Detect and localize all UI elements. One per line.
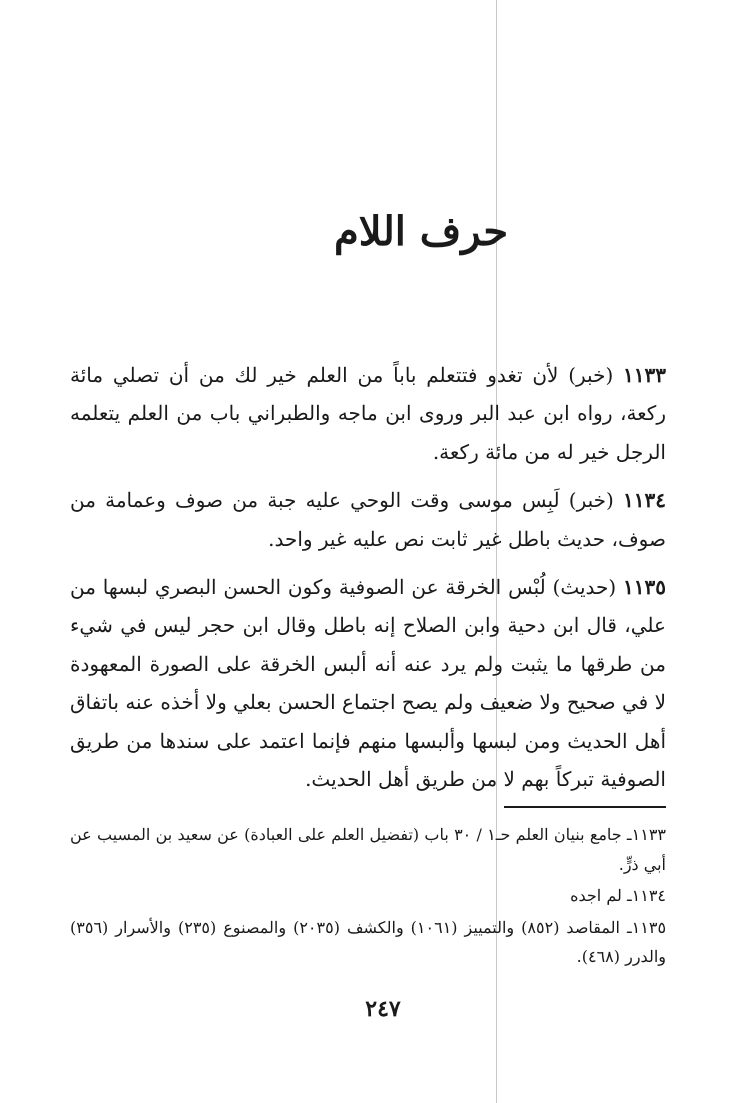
footnote-1135 bbox=[70, 913, 666, 972]
footnote-number: ١١٣٥ bbox=[631, 917, 667, 937]
chapter-title: حرف اللام bbox=[333, 208, 509, 255]
footnote-1133 bbox=[70, 820, 666, 879]
footnote-text: ـ لم اجده bbox=[570, 886, 632, 906]
footnotes bbox=[70, 820, 666, 974]
footnote-text: ـ المقاصد (٨٥٢) والتمييز (١٠٦١) والكشف (٢٠٣٥) والمصنوع (٢٣٥) والأسرار (٣٥٦) والدرر (٤٦٨). bbox=[70, 917, 666, 967]
entry-number: ١١٣٣ bbox=[623, 363, 667, 387]
footnote-divider bbox=[504, 806, 666, 808]
entry-text: (حديث) لُبْس الخرقة عن الصوفية وكون الحسن البصري لبسها من علي، قال ابن دحية وابن الصلاح إنه باطل وقال ابن حجر ليس في شيء من طرقها ما يثبت ولم يرد عنه أنه ألبس الخرقة على الصورة المعهودة لا في صحيح ولا ضعيف ولم يصح اجتماع الحسن بعلي ولا أخذه عنه باتفاق أهل الحديث ومن لبسها وألبسها منهم فإنما اعتمد على سندها من طريق الصوفية تبركاً بهم لا من طريق أهل الحديث. bbox=[70, 575, 666, 792]
footnote-text: ـ جامع بنيان العلم حـ١ / ٣٠ باب (تفضيل العلم على العبادة) عن سعيد بن المسيب عن أبي ذرٍّ. bbox=[70, 825, 666, 874]
entry-text: (خبر) لَبِس موسى وقت الوحي عليه جبة من صوف وعمامة من صوف، حديث باطل غير ثابت نص عليه غير واحد. bbox=[70, 488, 666, 551]
footnote-1134 bbox=[70, 881, 666, 911]
entry-1135 bbox=[70, 568, 666, 798]
footnote-number: ١١٣٣ bbox=[631, 825, 666, 844]
entry-number: ١١٣٥ bbox=[623, 575, 666, 600]
entry-1133 bbox=[70, 356, 666, 471]
main-text bbox=[70, 356, 666, 808]
entry-1134 bbox=[70, 481, 666, 558]
entry-number: ١١٣٤ bbox=[623, 488, 667, 513]
page-number: ٢٤٧ bbox=[365, 996, 401, 1022]
footnote-number: ١١٣٤ bbox=[631, 886, 666, 906]
entry-text: (خبر) لأن تغدو فتتعلم باباً من العلم خير لك من أن تصلي مائة ركعة، رواه ابن عبد البر وروى ابن ماجه والطبراني باب من العلم يتعلمه الرجل خير له من مائة ركعة. bbox=[70, 363, 666, 464]
